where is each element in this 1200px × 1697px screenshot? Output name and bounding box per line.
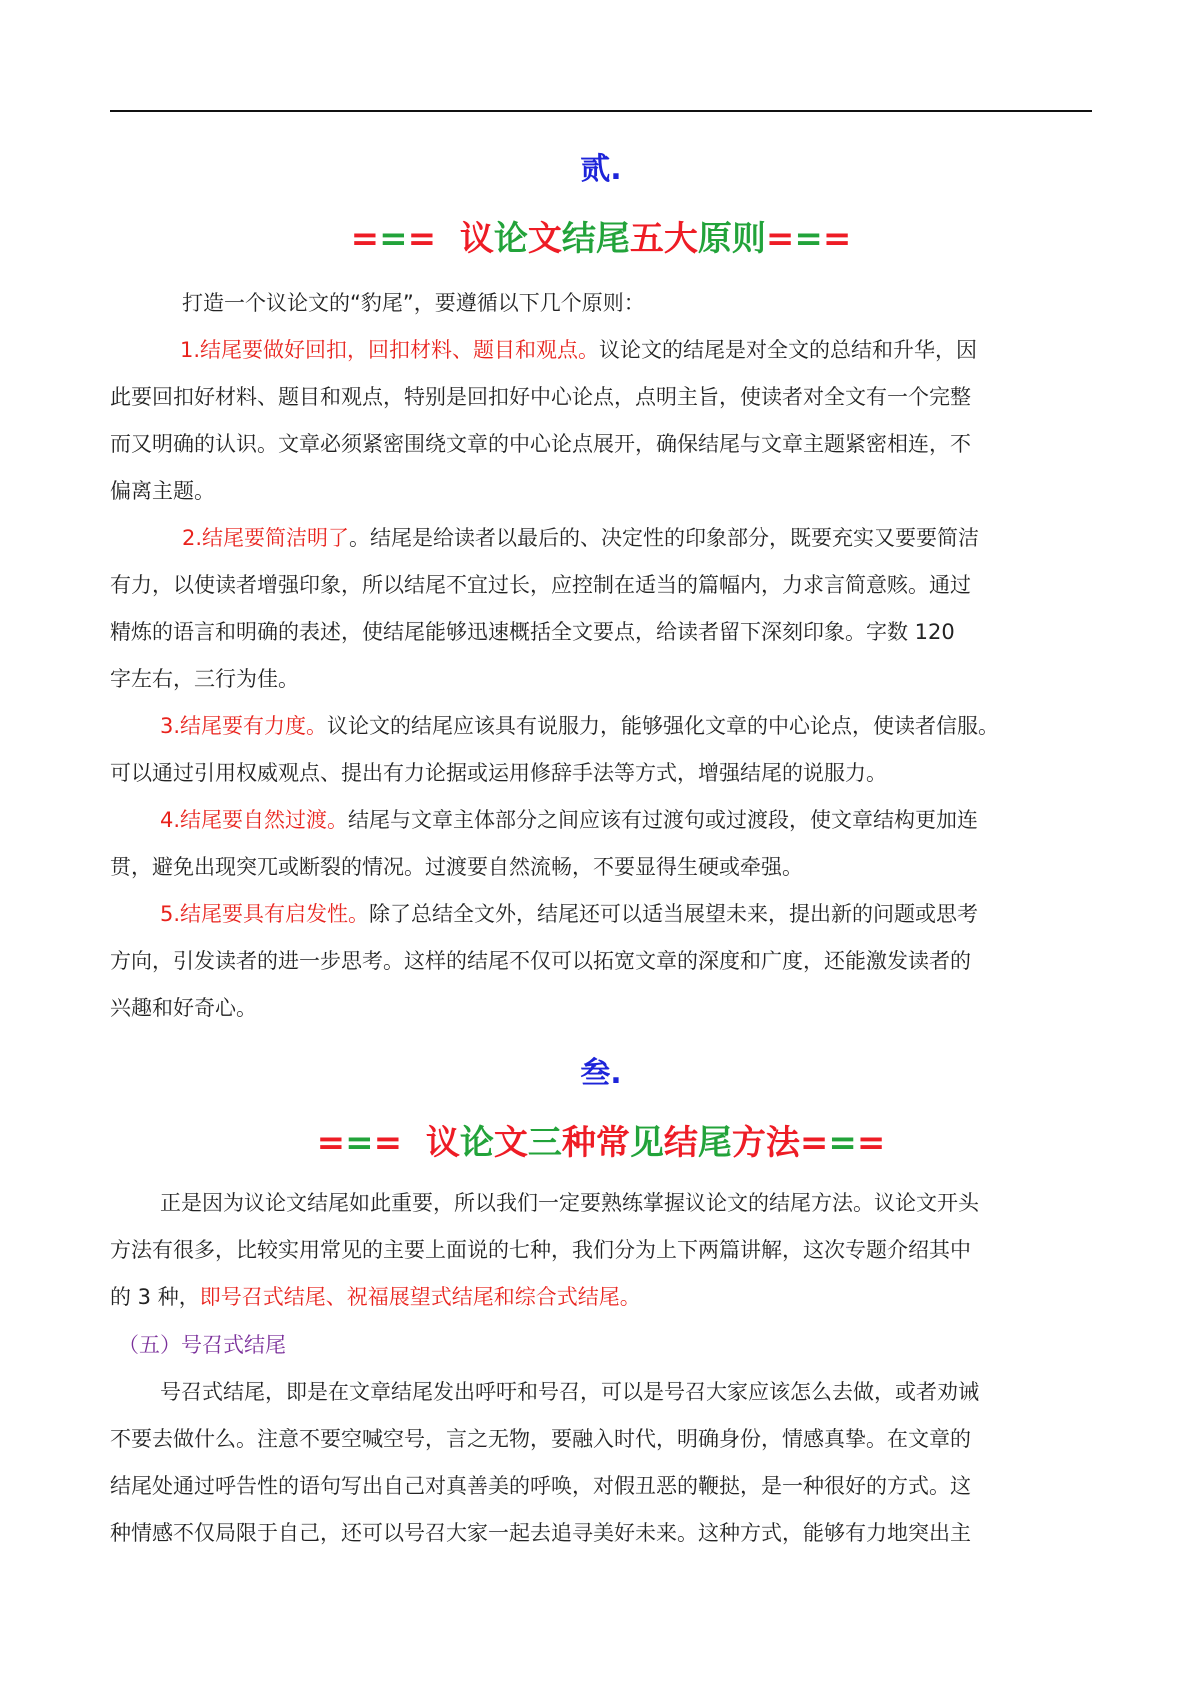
title-segment: = — [856, 1123, 886, 1163]
sub-heading: （五）号召式结尾 — [118, 1333, 286, 1357]
text-line: 的 3 种， — [110, 1285, 200, 1309]
title-segment: 文 — [527, 219, 562, 259]
title-segment: = — [373, 1123, 426, 1163]
title-segment: 论 — [493, 219, 528, 259]
section-number: 贰. — [580, 152, 622, 187]
title-segment: = — [828, 1123, 857, 1163]
text-line: 。结尾是给读者以最后的、决定性的印象部分，既要充实又要要简洁 — [349, 526, 980, 550]
principle-heading: 1.结尾要做好回扣，回扣材料、题目和观点。 — [180, 338, 600, 362]
title-segment: 结尾 — [561, 219, 630, 259]
text-line: 兴趣和好奇心。 — [110, 996, 257, 1020]
text-line: 结尾与文章主体部分之间应该有过渡句或过渡段，使文章结构更加连 — [348, 808, 979, 832]
title-segment: 大 — [663, 219, 698, 259]
header-rule — [110, 110, 1092, 112]
principle-heading: 3.结尾要有力度。 — [160, 714, 328, 738]
text-line: 方向，引发读者的进一步思考。这样的结尾不仅可以拓宽文章的深度和广度，还能激发读者的 — [110, 949, 971, 973]
title-segment: 文 — [493, 1123, 528, 1163]
title-segment: 结 — [663, 1123, 698, 1163]
title-segment: = — [799, 1123, 829, 1163]
section-title — [110, 216, 1092, 262]
title-segment: 五 — [629, 219, 664, 259]
text-line: 不要去做什么。注意不要空喊空号，言之无物，要融入时代，明确身份，情感真挚。在文章的 — [110, 1427, 971, 1451]
text-line: 议论文的结尾是对全文的总结和升华，因 — [599, 338, 978, 362]
title-segment: = — [350, 219, 380, 259]
highlight-text: 即号召式结尾、祝福展望式结尾和综合式结尾。 — [199, 1285, 641, 1309]
title-segment: = — [379, 219, 408, 259]
text-line: 可以通过引用权威观点、提出有力论据或运用修辞手法等方式，增强结尾的说服力。 — [110, 761, 887, 785]
title-segment: 种 — [561, 1123, 596, 1163]
text-line: 正是因为议论文结尾如此重要，所以我们一定要熟练掌握议论文的结尾方法。议论文开头 — [160, 1191, 979, 1215]
text-line: 而又明确的认识。文章必须紧密围绕文章的中心论点展开，确保结尾与文章主题紧密相连，不 — [110, 432, 971, 456]
title-segment: 方法 — [731, 1123, 800, 1163]
text-line: 结尾处通过呼告性的语句写出自己对真善美的呼唤，对假丑恶的鞭挞，是一种很好的方式。这 — [110, 1474, 971, 1498]
text-line: 贯，避免出现突兀或断裂的情况。过渡要自然流畅，不要显得生硬或牵强。 — [110, 855, 803, 879]
text-line: 有力，以使读者增强印象，所以结尾不宜过长，应控制在适当的篇幅内，力求言简意赅。通过 — [110, 573, 971, 597]
title-segment: 论 — [459, 1123, 494, 1163]
title-segment: 见 — [629, 1123, 664, 1163]
title-segment: 尾 — [697, 1123, 732, 1163]
title-segment: 三 — [527, 1123, 562, 1163]
title-segment: = — [822, 219, 852, 259]
principle-heading: 5.结尾要具有启发性。 — [160, 902, 370, 926]
section-title — [110, 1120, 1092, 1166]
title-segment: 议 — [459, 219, 494, 259]
intro-paragraph — [110, 1180, 1092, 1321]
text-line: 精炼的语言和明确的表述，使结尾能够迅速概括全文要点，给读者留下深刻印象。字数 120 — [110, 620, 955, 644]
principle-paragraph — [110, 703, 1092, 797]
text-line: 种情感不仅局限于自己，还可以号召大家一起去追寻美好未来。这种方式，能够有力地突出主 — [110, 1521, 971, 1545]
principle-paragraph — [110, 327, 1092, 515]
text-line: 偏离主题。 — [110, 479, 215, 503]
title-segment: 议 — [425, 1123, 460, 1163]
text-line: 字左右，三行为佳。 — [110, 667, 299, 691]
text-line: 除了总结全文外，结尾还可以适当展望未来，提出新的问题或思考 — [369, 902, 979, 926]
text-line: 方法有很多，比较实用常见的主要上面说的七种，我们分为上下两篇讲解，这次专题介绍其中 — [110, 1238, 971, 1262]
principle-heading: 2.结尾要简洁明了 — [182, 526, 350, 550]
title-segment: = — [345, 1123, 374, 1163]
title-segment: 常 — [595, 1123, 630, 1163]
title-segment: 原则 — [697, 219, 766, 259]
principle-paragraph — [110, 797, 1092, 891]
title-segment: = — [794, 219, 823, 259]
section-number: 叁. — [580, 1056, 622, 1091]
text-line: 号召式结尾，即是在文章结尾发出呼吁和号召，可以是号召大家应该怎么去做，或者劝诫 — [160, 1380, 979, 1404]
text-line: 此要回扣好材料、题目和观点，特别是回扣好中心论点，点明主旨，使读者对全文有一个完整 — [110, 385, 971, 409]
title-segment: = — [316, 1123, 346, 1163]
title-segment: = — [407, 219, 460, 259]
text-line: 议论文的结尾应该具有说服力，能够强化文章的中心论点，使读者信服。 — [327, 714, 1000, 738]
title-segment: = — [765, 219, 795, 259]
principle-paragraph — [110, 515, 1092, 703]
body-paragraph — [110, 1369, 1092, 1557]
principle-heading: 4.结尾要自然过渡。 — [160, 808, 349, 832]
principle-paragraph — [110, 891, 1092, 1032]
intro-paragraph: 打造一个议论文的“豹尾”，要遵循以下几个原则： — [182, 291, 645, 315]
